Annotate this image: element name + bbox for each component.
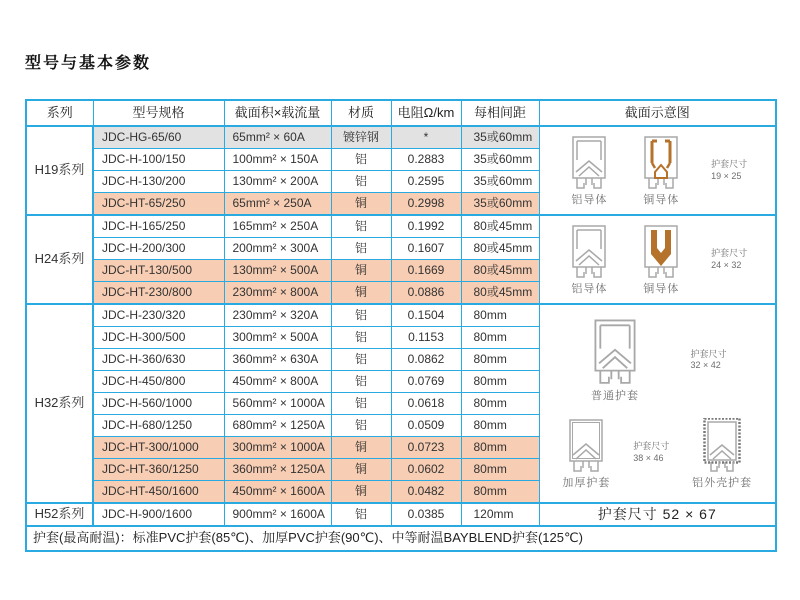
cell-resistance: 0.2883 [391,149,461,171]
diagram-caption: 铝外壳护套 [692,476,753,489]
cell-area: 130mm² × 500A [224,260,331,282]
cell-material: 铜 [331,437,391,459]
cell-spacing: 35或60mm [461,149,539,171]
cell-series-h24: H24系列 [26,215,93,304]
aluminum-profile-figure [567,135,611,206]
cell-spacing: 80或45mm [461,282,539,305]
standard-sheath-diagram [588,318,642,389]
cell-resistance: 0.0385 [391,503,461,526]
cell-resistance: 0.0723 [391,437,461,459]
cell-spacing: 35或60mm [461,171,539,193]
cell-spacing: 80或45mm [461,238,539,260]
cell-model: JDC-H-450/800 [93,371,224,393]
cell-resistance: 0.1504 [391,304,461,327]
cell-area: 450mm² × 800A [224,371,331,393]
cell-material: 铝 [331,304,391,327]
cell-resistance: 0.1669 [391,260,461,282]
cell-model: JDC-H-130/200 [93,171,224,193]
cell-material: 铝 [331,215,391,238]
copper-profile-diagram [639,135,683,193]
cell-model: JDC-HT-65/250 [93,193,224,216]
cell-spacing: 80或45mm [461,260,539,282]
cell-sheath-size-h52: 护套尺寸 52 × 67 [539,503,776,526]
aluminum-profile-figure [567,224,611,295]
sheath-size-note: 护套尺寸 19 × 25 [711,158,748,181]
cell-resistance: 0.0769 [391,371,461,393]
spec-table [25,99,777,552]
aluminum-shell-sheath-diagram [700,418,744,476]
cell-area: 450mm² × 1600A [224,481,331,504]
cell-area: 130mm² × 200A [224,171,331,193]
cell-spacing: 80mm [461,393,539,415]
cell-model: JDC-H-560/1000 [93,393,224,415]
diagram-caption: 加厚护套 [562,476,611,489]
diagram-caption: 铜导体 [643,193,680,206]
col-header-area: 截面积×载流量 [224,100,331,126]
cell-area: 360mm² × 630A [224,349,331,371]
thick-sheath-figure [562,418,610,489]
cell-spacing: 80mm [461,304,539,327]
cell-spacing: 80或45mm [461,215,539,238]
cell-resistance: 0.0862 [391,349,461,371]
cell-spacing: 80mm [461,437,539,459]
cell-spacing: 80mm [461,481,539,504]
cell-model: JDC-HT-300/1000 [93,437,224,459]
standard-sheath-figure [588,318,642,402]
cell-material: 铝 [331,171,391,193]
cell-material: 铝 [331,503,391,526]
header-row [26,100,776,126]
cell-material: 铜 [331,260,391,282]
copper-profile-figure [639,135,683,206]
cell-area: 165mm² × 250A [224,215,331,238]
cell-material: 铝 [331,238,391,260]
page-title: 型号与基本参数 [25,55,152,72]
diagram-h24 [539,215,776,304]
cell-area: 65mm² × 250A [224,193,331,216]
aluminum-profile-diagram [567,135,611,193]
col-header-series: 系列 [26,100,93,126]
col-header-model: 型号规格 [93,100,224,126]
cell-material: 铝 [331,371,391,393]
cell-resistance: 0.0886 [391,282,461,305]
cell-area: 230mm² × 320A [224,304,331,327]
spec-row [26,126,776,149]
diagram-caption: 普通护套 [590,390,639,403]
cell-area: 300mm² × 500A [224,327,331,349]
cell-series-h32: H32系列 [26,304,93,503]
cell-series-h19: H19系列 [26,126,93,215]
copper-profile-diagram [639,224,683,282]
spec-row [26,215,776,238]
cell-area: 680mm² × 1250A [224,415,331,437]
cell-area: 300mm² × 1000A [224,437,331,459]
cell-area: 230mm² × 800A [224,282,331,305]
cell-spacing: 80mm [461,327,539,349]
cell-model: JDC-H-300/500 [93,327,224,349]
col-header-spacing: 每相间距 [461,100,539,126]
cell-spacing: 35或60mm [461,126,539,149]
cell-model: JDC-H-165/250 [93,215,224,238]
cell-area: 65mm² × 60A [224,126,331,149]
spec-row [26,304,776,327]
diagram-h32 [539,304,776,503]
cell-model: JDC-HT-450/1600 [93,481,224,504]
cell-model: JDC-H-230/320 [93,304,224,327]
spec-row [26,503,776,526]
cell-material: 铜 [331,459,391,481]
cell-spacing: 80mm [461,415,539,437]
cell-area: 560mm² × 1000A [224,393,331,415]
cell-area: 900mm² × 1600A [224,503,331,526]
cell-material: 铜 [331,481,391,504]
cell-material: 铝 [331,327,391,349]
cell-resistance: 0.2998 [391,193,461,216]
cell-area: 200mm² × 300A [224,238,331,260]
aluminum-profile-diagram [567,224,611,282]
cell-material: 镀锌钢 [331,126,391,149]
copper-profile-figure [639,224,683,295]
cell-model: JDC-H-680/1250 [93,415,224,437]
cell-material: 铜 [331,282,391,305]
cell-model: JDC-HT-230/800 [93,282,224,305]
cell-model: JDC-HT-360/1250 [93,459,224,481]
col-header-diagram: 截面示意图 [539,100,776,126]
cell-material: 铜 [331,193,391,216]
cell-spacing: 80mm [461,371,539,393]
cell-spacing: 80mm [461,349,539,371]
cell-model: JDC-H-900/1600 [93,503,224,526]
cell-model: JDC-H-100/150 [93,149,224,171]
cell-spacing: 80mm [461,459,539,481]
cell-model: JDC-HG-65/60 [93,126,224,149]
cell-resistance: * [391,126,461,149]
thick-sheath-diagram [564,418,608,476]
cell-resistance: 0.0618 [391,393,461,415]
sheath-size-note: 护套尺寸 32 × 42 [690,348,727,371]
cell-resistance: 0.0602 [391,459,461,481]
cell-model: JDC-H-360/630 [93,349,224,371]
cell-material: 铝 [331,349,391,371]
diagram-caption: 铝导体 [571,282,608,295]
col-header-resistance: 电阻Ω/km [391,100,461,126]
cell-resistance: 0.1992 [391,215,461,238]
cell-spacing: 120mm [461,503,539,526]
cell-resistance: 0.0509 [391,415,461,437]
sheath-size-note: 护套尺寸 38 × 46 [633,441,670,464]
sheath-temperature-note: 护套(最高耐温)：标准PVC护套(85℃)、加厚PVC护套(90℃)、中等耐温BAYBLEND护套(125℃) [26,526,776,551]
diagram-h19 [539,126,776,215]
diagram-caption: 铜导体 [643,282,680,295]
cell-resistance: 0.1607 [391,238,461,260]
cell-area: 100mm² × 150A [224,149,331,171]
aluminum-shell-sheath-figure [692,418,752,489]
cell-material: 铝 [331,393,391,415]
cell-resistance: 0.0482 [391,481,461,504]
cell-model: JDC-H-200/300 [93,238,224,260]
cell-area: 360mm² × 1250A [224,459,331,481]
sheath-size-note: 护套尺寸 24 × 32 [711,247,748,270]
cell-resistance: 0.2595 [391,171,461,193]
col-header-material: 材质 [331,100,391,126]
diagram-caption: 铝导体 [571,193,608,206]
cell-material: 铝 [331,149,391,171]
cell-material: 铝 [331,415,391,437]
cell-spacing: 35或60mm [461,193,539,216]
footer-row [26,526,776,551]
cell-model: JDC-HT-130/500 [93,260,224,282]
cell-series-h52: H52系列 [26,503,93,526]
cell-resistance: 0.1153 [391,327,461,349]
